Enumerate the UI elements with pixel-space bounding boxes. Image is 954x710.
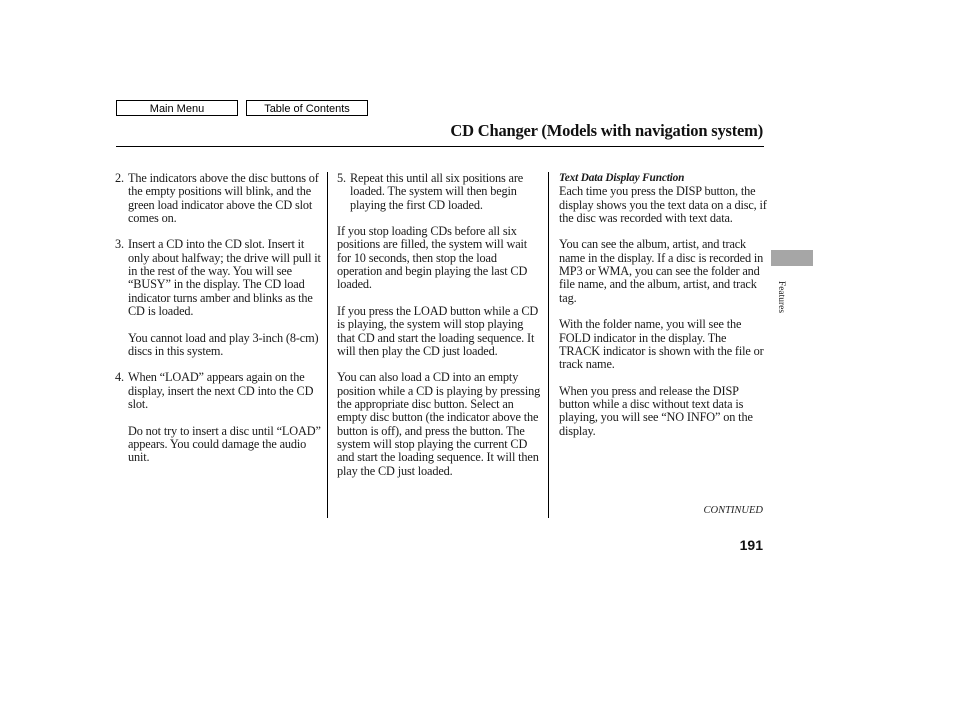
step-4 [115, 371, 323, 411]
section-subheading: Text Data Display Function [559, 172, 685, 184]
paragraph: Each time you press the DISP button, the display shows you the text data on a disc, if the disc was recorded with text data. [559, 184, 767, 225]
section-tab-marker [771, 250, 813, 266]
step-number: 2. [115, 171, 124, 185]
column-1 [115, 172, 323, 478]
step-3-note: You cannot load and play 3-inch (8-cm) discs in this system. [128, 330, 319, 358]
title-divider [116, 146, 764, 147]
step-text: Repeat this until all six positions are loaded. The system will then begin playing the first CD loaded. [350, 171, 524, 212]
step-2 [115, 172, 323, 225]
step-5 [337, 172, 542, 212]
paragraph: When you press and release the DISP button while a disc without text data is playing, you will see “NO INFO” on the display. [559, 383, 753, 438]
main-menu-button[interactable]: Main Menu [116, 100, 238, 116]
step-text: The indicators above the disc buttons of the empty positions will blink, and the green load indicator above the CD slot comes on. [128, 171, 319, 225]
continued-label: CONTINUED [703, 505, 763, 516]
paragraph: You can see the album, artist, and track name in the display. If a disc is recorded in MP3 or WMA, you can see the folder and file name, and the album, artist, and track tag. [559, 237, 764, 305]
column-3 [559, 172, 769, 451]
step-number: 4. [115, 370, 124, 385]
page-number: 191 [739, 537, 763, 553]
step-text: When “LOAD” appears again on the display, insert the next CD into the CD slot. [128, 370, 314, 412]
step-3 [115, 238, 323, 318]
paragraph: If you stop loading CDs before all six positions are filled, the system will wait for 10 seconds, then stop the load operation and begin playing the last CD loaded. [337, 224, 528, 292]
column-divider-1 [327, 172, 328, 518]
step-text: Insert a CD into the CD slot. Insert it only about halfway; the drive will pull it in the rest of the way. You will see “BUSY” in the display. The CD load indicator turns amber and blinks as the CD is loaded. [128, 237, 321, 318]
page-title: CD Changer (Models with navigation system) [450, 121, 763, 140]
column-divider-2 [548, 172, 549, 518]
paragraph: If you press the LOAD button while a CD is playing, the system will stop playing that CD and start the loading sequence. It will then play the CD just loaded. [337, 303, 539, 358]
step-4-note: Do not try to insert a disc until “LOAD” appears. You could damage the audio unit. [128, 423, 321, 465]
paragraph: With the folder name, you will see the FOLD indicator in the display. The TRACK indicator is shown with the file or track name. [559, 317, 764, 372]
paragraph: You can also load a CD into an empty position while a CD is playing by pressing the appropriate disc button. Select an empty disc button (the indicator above the button is off), and press the button. The system will stop playing the current CD and start the loading sequence. It will then play the CD just loaded. [337, 370, 541, 478]
step-number: 3. [115, 237, 124, 252]
section-tab-label: Features [776, 280, 787, 314]
table-of-contents-button[interactable]: Table of Contents [246, 100, 368, 116]
step-number: 5. [337, 171, 346, 185]
column-2 [337, 172, 542, 491]
